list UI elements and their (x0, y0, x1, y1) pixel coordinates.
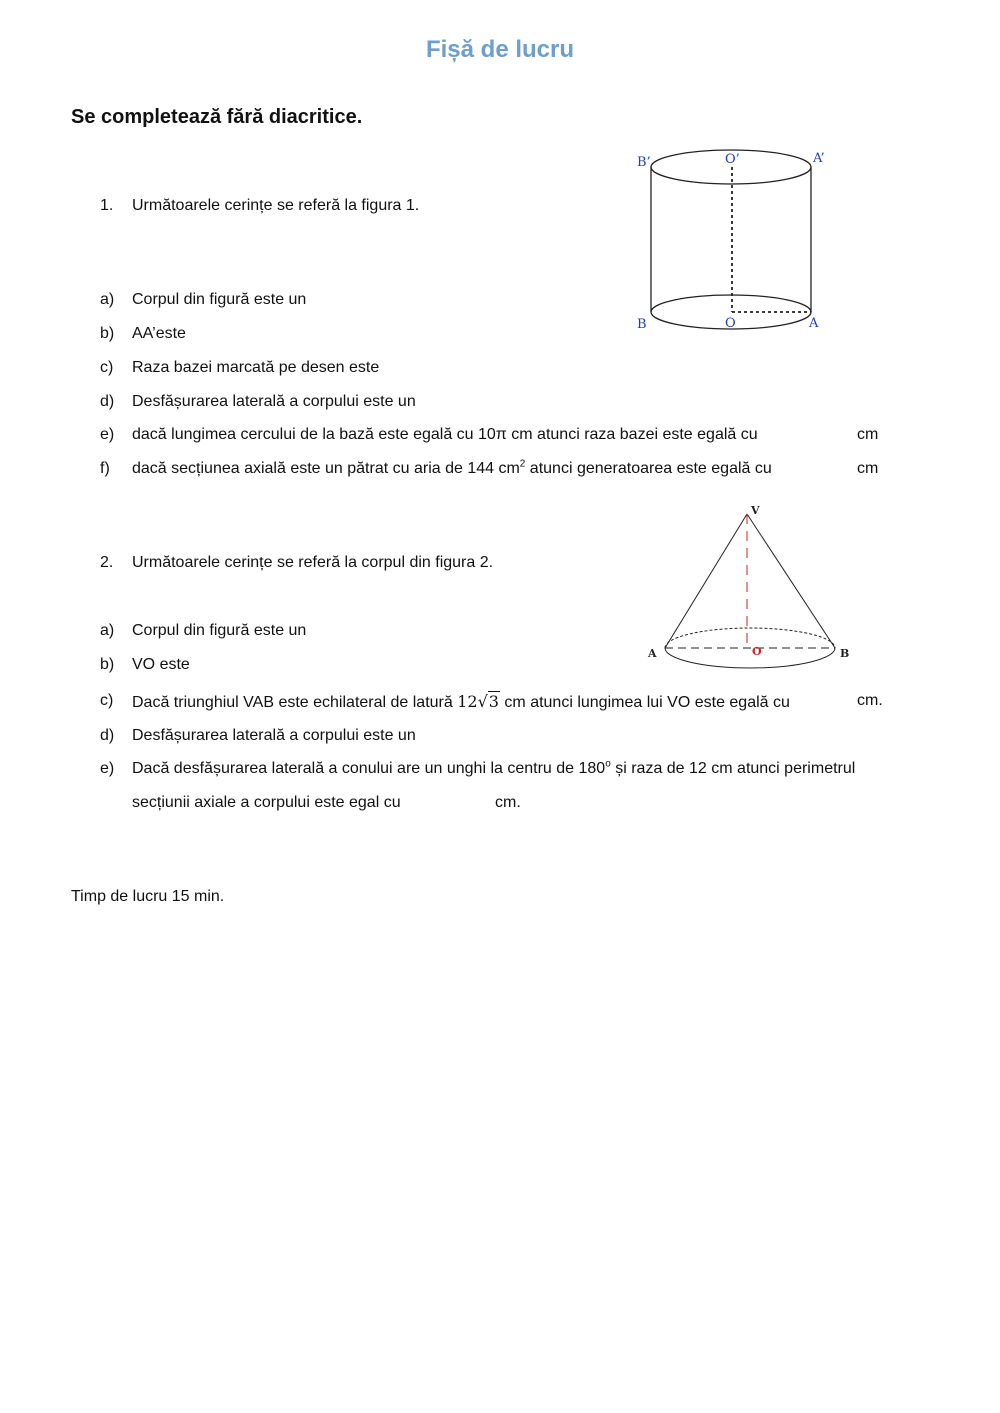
label-o: O (725, 316, 736, 331)
q1-f-superscript: 2 (519, 458, 526, 470)
label-b-prime: B’ (637, 155, 651, 170)
q2-item-mark: b) (100, 656, 115, 673)
cone-label-o: O (752, 645, 762, 658)
q2-c-text-after: cm atunci lungimea lui VO este egală cu (499, 694, 790, 711)
page-title: Fișă de lucru (425, 36, 575, 63)
cone-base-back (665, 628, 835, 648)
q1-item-text: AA’este (132, 325, 186, 342)
q1-item-mark: d) (100, 393, 115, 410)
q2-item-text: Corpul din figură este un (132, 622, 307, 639)
cone-label-a: A (648, 647, 657, 660)
q2-item-text: Desfășurarea laterală a corpului este un (132, 727, 416, 744)
label-o-prime: O’ (725, 152, 740, 167)
footer-time: Timp de lucru 15 min. (71, 888, 225, 905)
q2-item-mark: a) (100, 622, 115, 639)
instruction-heading: Se completează fără diacritice. (71, 106, 363, 128)
q1-item-mark: b) (100, 325, 115, 342)
q2-item-text (132, 760, 855, 778)
q2-item-text (132, 692, 790, 712)
q2-item-mark: c) (100, 692, 114, 709)
q1-item-mark: e) (100, 426, 115, 443)
sqrt-coefficient: 12 (457, 692, 478, 711)
cone-label-v: V (751, 504, 760, 517)
q1-item-mark: c) (100, 359, 114, 376)
figure-2-cone (640, 500, 860, 680)
q1-item-mark: a) (100, 291, 115, 308)
q1-item-text: Raza bazei marcată pe desen este (132, 359, 380, 376)
cone-base-front (665, 648, 835, 668)
q1-item-text: Desfășurarea laterală a corpului este un (132, 393, 416, 410)
q2-c-text-before: Dacă triunghiul VAB este echilateral de latură (132, 694, 458, 711)
q1-f-text-after: atunci generatoarea este egală cu (525, 460, 772, 477)
sqrt-expression: 12√3 (457, 692, 499, 711)
q2-e-text-after: și raza de 12 cm atunci perimetrul (610, 760, 856, 777)
q1-item-text: dacă lungimea cercului de la bază este egală cu 10π cm atunci raza bazei este egală cu (132, 426, 758, 443)
q2-item-mark: e) (100, 760, 115, 777)
q1-item-text: Corpul din figură este un (132, 291, 307, 308)
q2-item-mark: d) (100, 727, 115, 744)
q2-number: 2. (100, 554, 114, 571)
q2-item-unit: cm. (857, 692, 883, 709)
q1-item-unit: cm (857, 460, 879, 477)
label-a: A (809, 316, 819, 331)
q2-item-text-line2: secțiunii axiale a corpului este egal cu (132, 794, 401, 811)
q1-f-text-before: dacă secțiunea axială este un pătrat cu aria de 144 cm (132, 460, 520, 477)
q2-item-text: VO este (132, 656, 190, 673)
q1-item-text (132, 460, 772, 478)
sqrt-radicand: 3 (488, 692, 499, 711)
q2-e-superscript: o (605, 758, 611, 770)
cone-label-b: B (840, 647, 850, 660)
q1-intro: Următoarele cerințe se referă la figura 1. (132, 197, 420, 214)
cone-left-generator (665, 514, 747, 648)
label-b: B (637, 317, 647, 332)
q2-e-text-before: Dacă desfășurarea laterală a conului are un unghi la centru de 180 (132, 760, 606, 777)
q1-item-mark: f) (100, 460, 110, 477)
figure-1-cylinder (630, 140, 840, 345)
q2-item-unit: cm. (495, 794, 521, 811)
q1-number: 1. (100, 197, 114, 214)
q2-intro: Următoarele cerințe se referă la corpul din figura 2. (132, 554, 494, 571)
q1-item-unit: cm (857, 426, 879, 443)
label-a-prime: A’ (813, 151, 825, 166)
